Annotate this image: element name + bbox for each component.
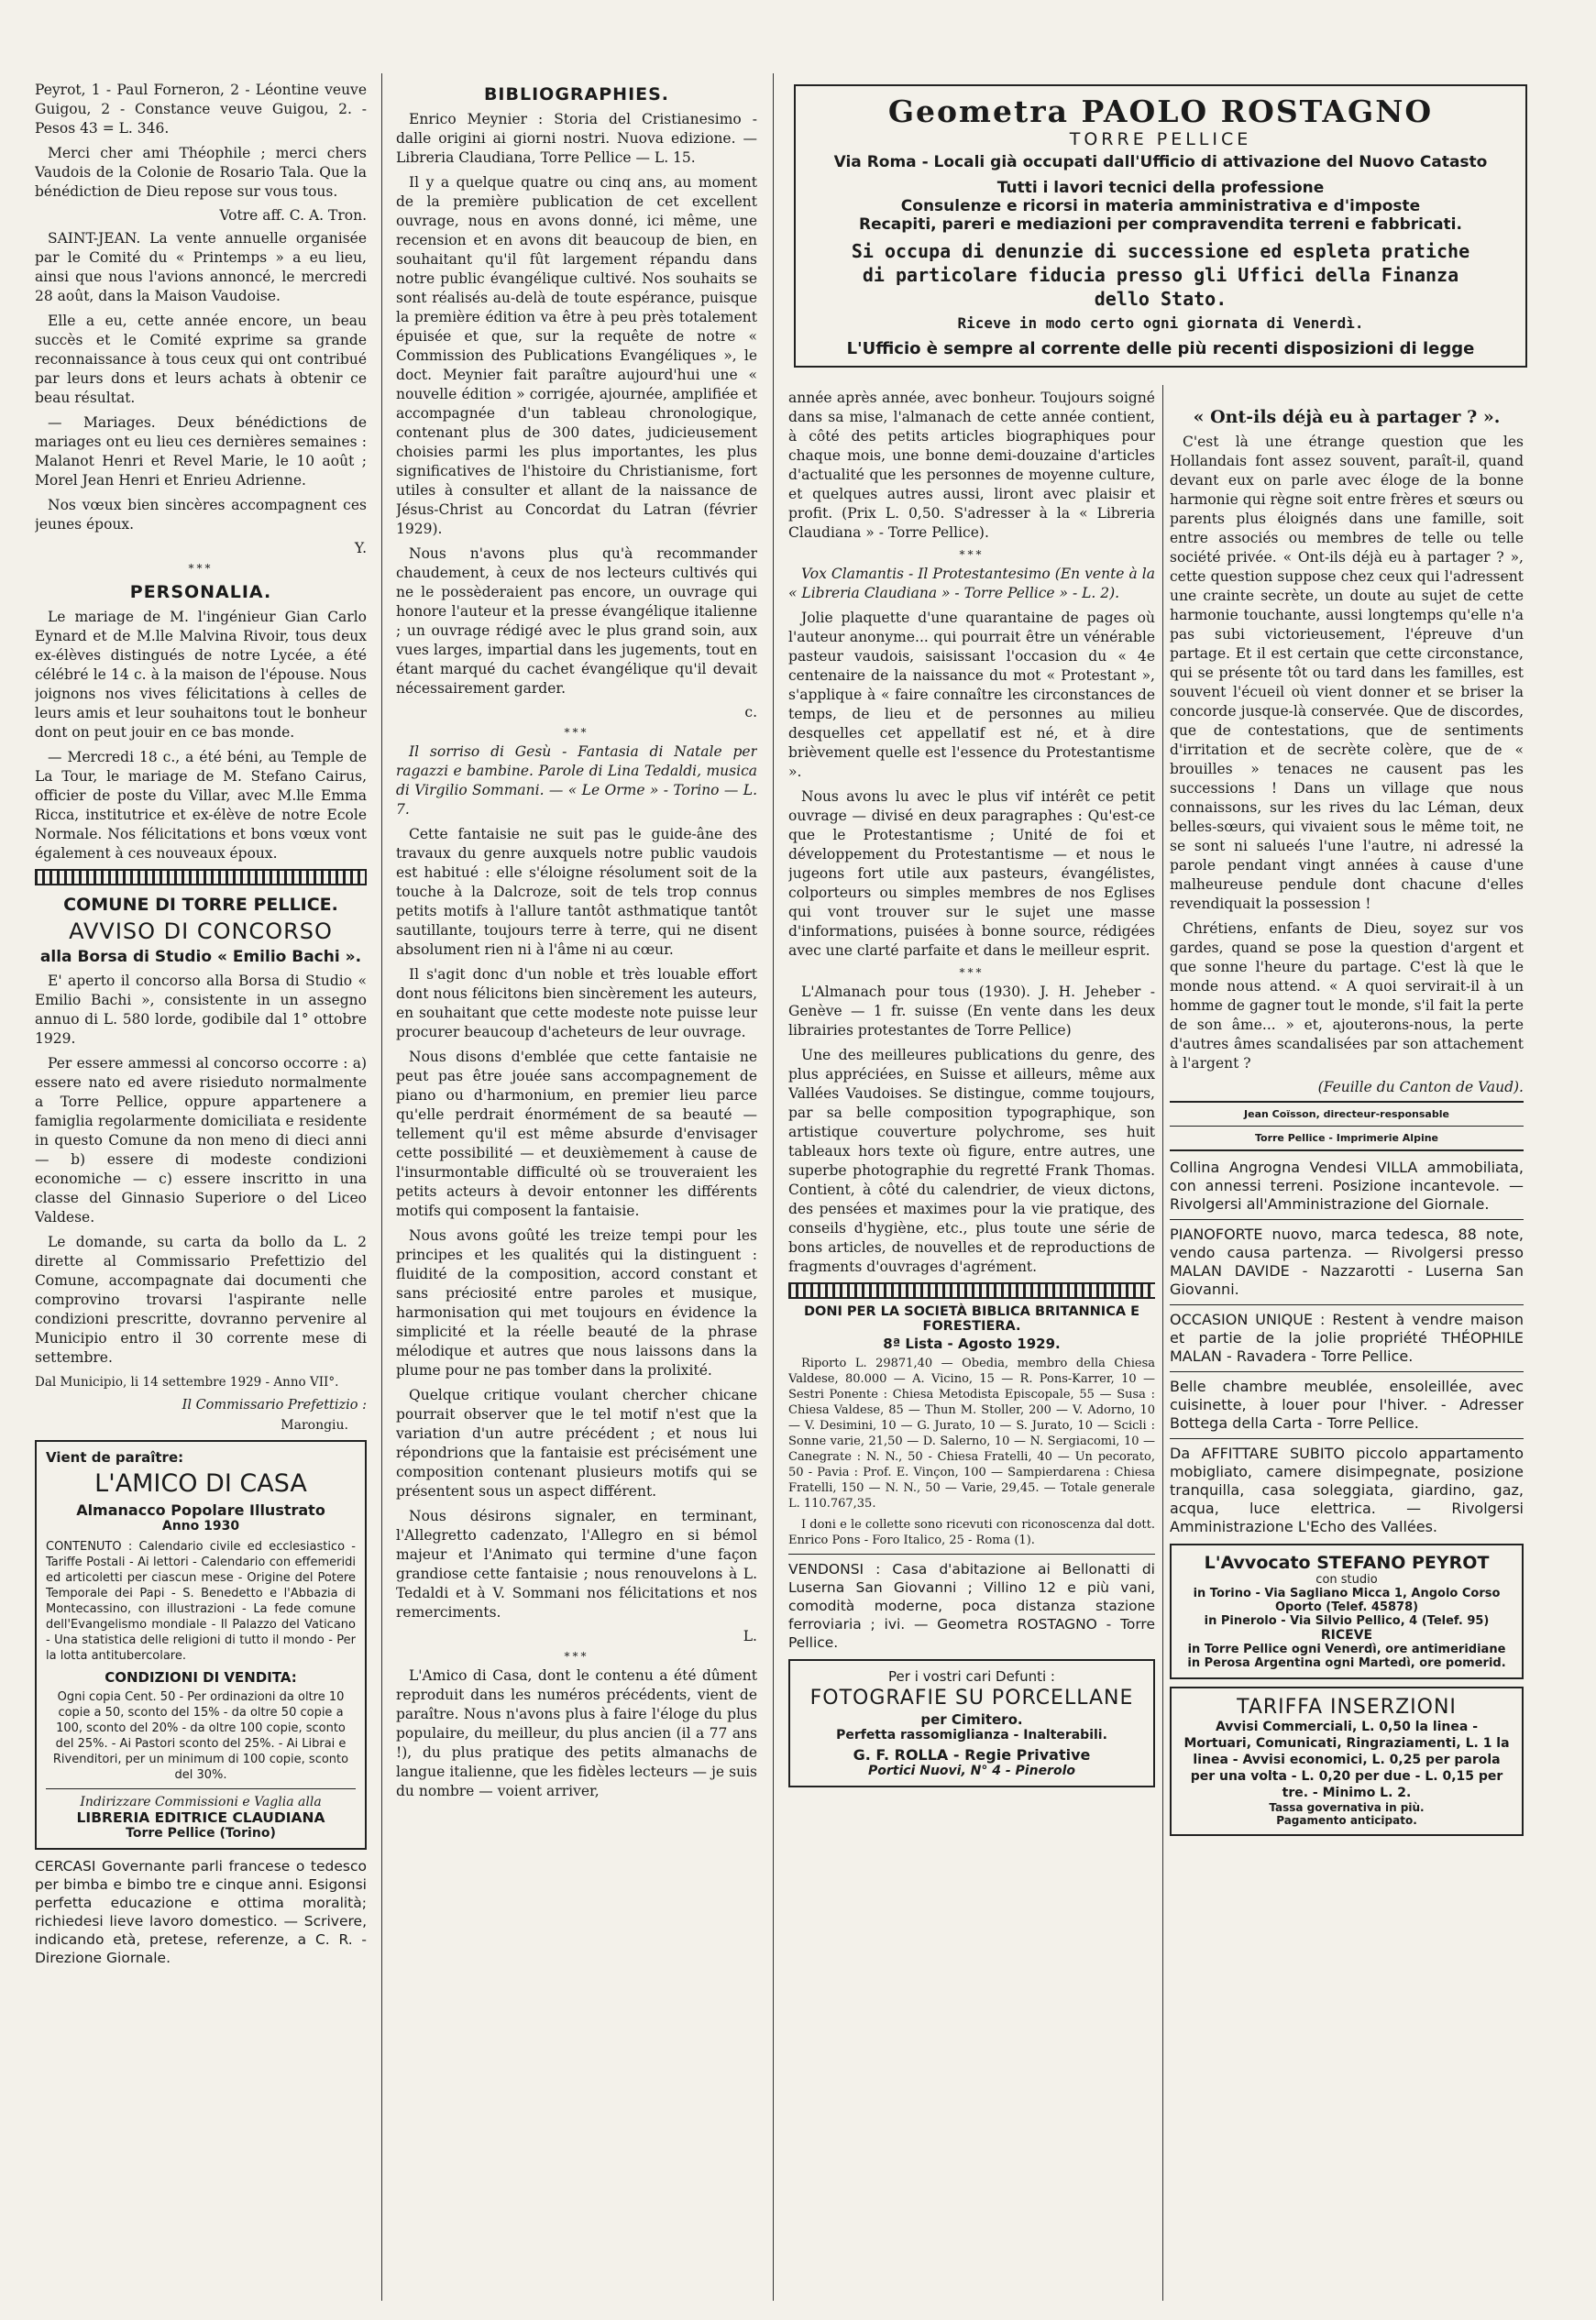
paragraph: C'est là une étrange question que les Hollandais font assez souvent, paraît-il, quand devant eux on parle avec éloge de la bonne harmonie qui règne soit entre frères et sœurs ou parents plus éloignés dans une famille, soit entre associés ou membres de telle ou telle société privée. « Ont-ils déjà eu à partager ? », cette question suppose chez ceux qui l'adressent une crainte secrète, un doute au sujet de cette harmonie touchante, aussi longtemps qu'elle n'a pas subi victorieusement, l'épreuve d'un partage. Et il est certain que cette circonstance, qui se présente tôt ou tard dans les familles, est souvent l'écueil où vient donner et se briser la concorde jusque-là conservée. Que de discordes, que de contestations, que de sentiments d'irritation et de secrète colère, que de « brouilles » tenaces ne causent pas les successions ! Dans un village que nous connaissons, sur les rives du lac Léman, deux belles-sœurs, qui vivaient sous le même toit, ne se sont ni salueés l'une l'autre, ni adressé la parole pendant vingt années à cause d'une malheureuse pendule dont chacune d'elles revendiquait la possession !	[1170, 434, 1524, 912]
amico-di-casa-ad	[35, 1440, 367, 1850]
doni-lista: 8ª Lista - Agosto 1929.	[883, 1336, 1061, 1352]
rule	[1170, 1219, 1524, 1220]
paragraph: Quelque critique voulant chercher chicane pourrait observer que le tel motif n'est que la variation d'un autre précédent ; et nous lui répondrions que la fantaisie est précisément une composition contenant plusieurs motifs qui se présentent sous un aspect différent.	[396, 1387, 757, 1500]
signature: Y.	[354, 540, 367, 556]
paragraph: Il y a quelque quatre ou cinq ans, au moment de la première publication de cet excellent ouvrage, nous en avons donné, ici même, une recension et en avons dit beaucoup de bien, en souhaitant qu'il fût largement répandu dans notre public évangélique cultivé. Nos souhaits se sont réalisés au-delà de toute espérance, puisque la première édition va être à peu près totalement épuisée et que, sur la requête de notre « Commission des Publications Evangéliques », le doct. Meynier fait paraître aujourd'hui une « nouvelle édition » corrigée, ajournée, amplifiée et accompagnée d'un tableau chronologique, contenant plus de 300 dates, judicieusement choisies parmi les plus importantes, les plus significatives de l'histoire du Christianisme, fort utiles à consulter et allant de la naissance de Jésus-Christ au Concordat du Latran (février 1929).	[396, 174, 757, 537]
tariffa-title: TARIFFA INSERZIONI	[1237, 1696, 1457, 1719]
ad-torre: Torre Pellice (Torino)	[126, 1826, 276, 1841]
ad-pianoforte: PIANOFORTE nuovo, marca tedesca, 88 note, vendo causa partenza. — Rivolgersi presso MALAN DAVIDE - Nazzarotti - Luserna San Giovanni.	[1170, 1226, 1524, 1298]
borsa-heading: alla Borsa di Studio « Emilio Bachi ».	[39, 948, 362, 966]
source-credit: (Feuille du Canton de Vaud).	[1317, 1079, 1524, 1095]
avv-line-5: in Torre Pellice ogni Venerdì, ore antimeridiane in Perosa Argentina ogni Martedì, ore pomerid.	[1187, 1643, 1506, 1670]
column-rule	[381, 73, 382, 2301]
tariffa-ad	[1170, 1687, 1524, 1836]
ad-subtitle: Almanacco Popolare Illustrato	[76, 1501, 325, 1519]
geometra-l3: Recapiti, pareri e mediazioni per compravendita terreni e fabbricati.	[859, 215, 1462, 234]
paragraph: E' aperto il concorso alla Borsa di Studio « Emilio Bachi », consistente in un assegno annuo di L. 580 lorde, godibile dal 1° ottobre 1929.	[35, 973, 367, 1047]
paragraph: année après année, avec bonheur. Toujours soigné dans sa mise, l'almanach de cette année contient, à côté des petits articles biographiques pour chaque mois, une bonne demi-douzaine d'articles d'actualité que les personnes de moyenne culture, et quelques autres aussi, liront avec plaisir et profit. (Prix L. 0,50. S'adresser à la « Libreria Claudiana » - Torre Pellice).	[788, 390, 1155, 541]
foto-line-5: Portici Nuovi, N° 4 - Pinerolo	[867, 1764, 1076, 1778]
paragraph: Le mariage de M. l'ingénieur Gian Carlo Eynard et de M.lle Malvina Rivoir, tous deux ex-élèves distingués de notre Lycée, a été célébré le 14 c. à la maison de l'épouse. Nous joignons nos vives félicitations à celles de leurs amis et leur souhaitons tout le bonheur dont on peut jouir en ce bas monde.	[35, 609, 367, 741]
signature: L.	[743, 1628, 757, 1644]
separator-stars: ***	[564, 726, 589, 739]
ad-rule	[46, 1788, 356, 1789]
column-2	[396, 81, 757, 2299]
paragraph: Jolie plaquette d'une quarantaine de pages où l'auteur anonyme... qui pourrait être un vénérable pasteur vaudois, saisissant l'occasion du « 4e centenaire de la naissance du mot « Protestant », s'applique à « faire connaître les circonstances de temps, de lieu et de personnes au milieu desquelles cet appellatif est né, et à dire brièvement quelle est l'essence du Protestantisme ».	[788, 610, 1155, 780]
ad-contenuto: CONTENUTO : Calendario civile ed ecclesiastico - Tariffe Postali - Ai lettori - Calendario con effemeridi ed articoletti per ciascun mese - Origine del Potere Temporale dei Papi - S. Benedetto e l'Abbazia di Montecassino, con illustrazioni - La fede comune dell'Evangelismo mondiale - Il Palazzo del Vaticano - Una statistica delle religioni di tutto il mondo - Per la lotta antitubercolare.	[46, 1540, 356, 1663]
paragraph: Nos vœux bien sincères accompagnent ces jeunes époux.	[35, 497, 367, 533]
rule	[1170, 1371, 1524, 1372]
paragraph: Il s'agit donc d'un noble et très louable effort dont nous félicitons bien sincèrement les auteurs, en souhaitant que cette modeste note puisse leur procurer beaucoup d'acheteurs de leur ouvrage.	[396, 966, 757, 1040]
dateline: Dal Municipio, li 14 settembre 1929 - Anno VII°.	[35, 1375, 339, 1390]
ad-chambre: Belle chambre meublée, ensoleillée, avec cuisinette, à louer pour l'hiver. - Adresser Bottega della Carta - Torre Pellice.	[1170, 1378, 1524, 1432]
foto-line-2: per Cimitero.	[920, 1711, 1023, 1728]
marongiu: Marongiu.	[281, 1418, 348, 1433]
fotografie-ad	[788, 1659, 1155, 1787]
heading-personalia: PERSONALIA.	[129, 582, 272, 602]
paragraph: Enrico Meynier : Storia del Cristianesimo - dalle origini ai giorni nostri. Nuova edizione. — Libreria Claudiana, Torre Pellice — L. 15.	[396, 111, 757, 166]
heading-partager: « Ont-ils déjà eu à partager ? ».	[1193, 407, 1501, 427]
vendonsi-ad: VENDONSI : Casa d'abitazione ai Bellonatti di Luserna San Giovanni ; Villino 12 e più vani, comodità moderne, poca distanza stazione ferroviaria ; ivi. — Geometra ROSTAGNO - Torre Pellice.	[788, 1561, 1155, 1651]
ad-libreria: LIBRERIA EDITRICE CLAUDIANA	[76, 1809, 325, 1826]
signature: Votre aff. C. A. Tron.	[219, 207, 367, 224]
rule	[1170, 1438, 1524, 1439]
paragraph: Nous avons goûté les treize tempi pour les principes et les qualités qui la distinguent : fluidité de la composition, accord constant et sans préciosité entre paroles et musique, harmonisation qui met toujours en évidence la simplicité et la réelle beauté de la phrase mélodique et autres que nous laissons dans la plume pour ne pas tomber dans la prolixité.	[396, 1227, 757, 1379]
geometra-l1: Tutti i lavori tecnici della professione	[996, 179, 1325, 197]
column-rule	[1162, 385, 1163, 2301]
imprint-printer: Torre Pellice - Imprimerie Alpine	[1254, 1132, 1439, 1144]
foto-line-3: Perfetta rassomiglianza - Inalterabili.	[836, 1728, 1107, 1743]
rule	[1170, 1149, 1524, 1151]
paragraph: Elle a eu, cette année encore, un beau succès et le Comité exprime sa grande reconnaissance à tous ceux qui ont contribué par leurs dons et leurs achats à obtenir ce beau résultat.	[35, 313, 367, 406]
geometra-ad	[794, 84, 1527, 368]
paragraph: — Mariages. Deux bénédictions de mariages ont eu lieu ces dernières semaines : Malanot Henri et Revel Marie, le 10 août ; Morel Jean Henri et Enrieu Adrienne.	[35, 414, 367, 489]
ad-anno: Anno 1930	[161, 1519, 240, 1534]
avv-line-4: RICEVE	[1320, 1628, 1373, 1643]
avv-title: L'Avvocato STEFANO PEYROT	[1204, 1553, 1490, 1573]
ad-occasion: OCCASION UNIQUE : Restent à vendre maison et partie de la jolie propriété THÉOPHILE MALAN - Ravadera - Torre Pellice.	[1170, 1311, 1524, 1365]
geometra-l4: Si occupa di denunzie di successione ed espleta pratiche di particolare fiducia presso gli Uffici della Finanza dello Stato.	[851, 240, 1470, 310]
paragraph: Merci cher ami Théophile ; merci chers Vaudois de la Colonie de Rosario Tala. Que la bénédiction de Dieu repose sur vous tous.	[35, 145, 367, 200]
geometra-title: Geometra PAOLO ROSTAGNO	[887, 93, 1434, 129]
rule	[788, 1554, 1155, 1555]
avv-line-2: in Torino - Via Sagliano Micca 1, Angolo Corso Oporto (Telef. 45878)	[1193, 1587, 1501, 1614]
paragraph: Per essere ammessi al concorso occorre : a) essere nato ed avere risieduto normalmente a Torre Pellice, oppure appartenere a famiglia regolarmente domiciliata e residente in questo Comune da non meno di dieci anni — b) essere di modeste condizioni economiche — c) essere inscritto in una classe del Ginnasio Superiore o del Liceo Valdese.	[35, 1055, 367, 1226]
separator-stars: ***	[564, 1650, 589, 1663]
tariffa-line-3: Pagamento anticipato.	[1276, 1814, 1417, 1827]
ad-indirizzare: Indirizzare Commissioni e Vaglia alla	[80, 1795, 322, 1809]
rule	[1170, 1101, 1524, 1103]
ad-condizioni: Ogni copia Cent. 50 - Per ordinazioni da oltre 10 copie a 50, sconto del 15% - da oltre 50 copie a 100, sconto del 20% - da oltre 100 copie, sconto del 25%. - Ai Pastori sconto del 25%. - Ai Librai e Rivenditori, per un minimum di 100 copie, sconto del 30%.	[52, 1690, 349, 1782]
separator-stars: ***	[959, 966, 985, 979]
paragraph: L'Amico di Casa, dont le contenu a été dûment reproduit dans les numéros précédents, vient de paraître. Nous n'avons plus à faire l'éloge du plus populaire, du meilleur, du plus ancien (il a 77 ans !), du plus pratique des petits almanachs de langue italienne, que les fidèles lecteurs — je suis du nombre — voient arriver,	[396, 1667, 757, 1799]
column-rule	[773, 73, 774, 2301]
separator-stars: ***	[959, 548, 985, 561]
avvocato-ad	[1170, 1544, 1524, 1679]
doni-text-2: I doni e le collette sono ricevuti con riconoscenza dal dott. Enrico Pons - Foro Italico, 25 - Roma (1).	[788, 1518, 1155, 1547]
paragraph: SAINT-JEAN. La vente annuelle organisée par le Comité du « Printemps » a eu lieu, ainsi que nous l'avions annoncé, le mercredi 28 août, dans la Maison Vaudoise.	[35, 230, 367, 304]
paragraph: Il sorriso di Gesù - Fantasia di Natale per ragazzi e bambine. Parole di Lina Tedaldi, musica di Virgilio Sommani. — « Le Orme » - Torino — L. 7.	[396, 743, 757, 818]
rule	[1170, 1304, 1524, 1305]
ad-condizioni-heading: CONDIZIONI DI VENDITA:	[105, 1669, 297, 1686]
ad-affittare: Da AFFITTARE SUBITO piccolo appartamento mobigliato, camere disimpegnate, posizione tranquilla, casa soleggiata, giardino, gaz, acqua, luce elettrica. — Rivolgersi Amministrazione L'Echo des Vallées.	[1170, 1445, 1524, 1535]
paragraph: Cette fantaisie ne suit pas le guide-âne des travaux du genre auxquels notre public vaudois est habitué : elle s'éloigne résolument soit de la touche à la Dalcroze, soit de tels trop connus petits motifs à l'allure tantôt asthmatique tantôt sautillante, toujours terre à terre, qui ne disent absolument rien ni à l'âme ni au cœur.	[396, 826, 757, 958]
doni-text: Riporto L. 29871,40 — Obedia, membro della Chiesa Valdese, 80.000 — A. Vicino, 15 — R. Pons-Karrer, 10 — Sestri Ponente : Chiesa Metodista Episcopale, 55 — Susa : Chiesa Valdese, 85 — Thun M. Stoller, 200 — V. Adorno, 10 — V. Desimini, 10 — G. Jurato, 10 — S. Jurato, 10 — Scicli : Sonne varie, 21,50 — D. Salerno, 10 — N. Sergiacomi, 10 — Canegrate : N. N., 50 - Chiesa Fratelli, 40 — Un pecorato, 50 - Pavia : Prof. E. Vinçon, 100 — Sampierdarena : Chiesa Fratelli, 150 — N. N., 50 — Varie, 29,45. — Totale generale L. 110.767,35.	[788, 1357, 1155, 1511]
commissario: Il Commissario Prefettizio :	[182, 1398, 367, 1413]
ad-title: L'AMICO DI CASA	[94, 1469, 307, 1498]
paragraph: Nous disons d'emblée que cette fantaisie ne peut pas être jouée sans accompagnement de piano ou d'harmonium, en premier lieu parce qu'elle perdrait énormément de sa beauté — tellement qu'il est même absurde d'envisager cette possibilité — et deuxièmement à cause de l'insurmontable difficulté où se trouveraient les petits acteurs à devoir entonner les différents motifs qui composent la fantaisie.	[396, 1049, 757, 1219]
paragraph: Le domande, su carta da bollo da L. 2 dirette al Commissario Prefettizio del Comune, accompagnate dai documenti che comprovino trovarsi l'aspirante nelle condizioni prescritte, dovranno pervenire al Municipio entro il 30 corrente mese di settembre.	[35, 1234, 367, 1366]
paragraph: L'Almanach pour tous (1930). J. H. Jeheber - Genève — 1 fr. suisse (En vente dans les deux librairies protestantes de Torre Pellice)	[788, 984, 1155, 1039]
doni-heading: DONI PER LA SOCIETÀ BIBLICA BRITANNICA E FORESTIERA.	[803, 1304, 1140, 1334]
heading-bibliographies: BIBLIOGRAPHIES.	[483, 84, 670, 104]
geometra-via: Via Roma - Locali già occupati dall'Ufficio di attivazione del Nuovo Catasto	[833, 153, 1488, 171]
avviso-heading: AVVISO DI CONCORSO	[69, 918, 333, 944]
geometra-l2: Consulenze e ricorsi in materia amministrativa e d'imposte	[900, 197, 1421, 215]
rule	[1170, 1126, 1524, 1127]
avv-line-3: in Pinerolo - Via Silvio Pellico, 4 (Telef. 95)	[1204, 1614, 1490, 1628]
avv-line-1: con studio	[1315, 1573, 1378, 1587]
paragraph: Nous n'avons plus qu'à recommander chaudement, à ceux de nos lecteurs cultivés qui ne le possèderaient pas encore, un ouvrage qui honore l'auteur et la presse évangélique italienne ; un ouvrage rédigé avec le plus grand soin, aux vues larges, impartial dans les jugements, tout en étant marqué du cachet évangélique qu'il devait nécessairement garder.	[396, 545, 757, 697]
tariffa-line-1: Avvisi Commerciali, L. 0,50 la linea - Mortuari, Comunicati, Ringraziamenti, L. 1 la linea - Avvisi economici, L. 0,25 per parola per una volta - L. 0,20 per due - L. 0,15 per tre. - Minimo L. 2.	[1183, 1720, 1510, 1800]
ad-villa: Collina Angrogna Vendesi VILLA ammobiliata, con annessi terreni. Posizione incantevole. — Rivolgersi all'Amministrazione del Giornale.	[1170, 1159, 1524, 1213]
column-1	[35, 81, 367, 2299]
geometra-place: TORRE PELLICE	[1069, 129, 1252, 149]
ornament-rule	[788, 1282, 1155, 1299]
comune-heading: COMUNE DI TORRE PELLICE.	[63, 895, 338, 915]
foto-line-1: Per i vostri cari Defunti :	[888, 1668, 1055, 1685]
ad-vient: Vient de paraître:	[46, 1449, 184, 1466]
cercasi-ad: CERCASI Governante parli francese o tedesco per bimba e bimbo tre e cinque anni. Esigonsi perfetta educazione e ottima moralità; richiedesi lieve lavoro domestico. — Scrivere, indicando età, pretese, referenze, a C. R. - Direzione Giornale.	[35, 1858, 367, 1966]
foto-line-4: G. F. ROLLA - Regie Privative	[853, 1746, 1091, 1764]
geometra-l6: L'Ufficio è sempre al corrente delle più recenti disposizioni di legge	[846, 339, 1475, 358]
signature: c.	[744, 704, 757, 720]
paragraph: Nous désirons signaler, en terminant, l'Allegretto cadenzato, l'Allegro en si bémol majeur et l'Animato qui termine d'une façon grandiose cette fantaisie ; nous renouvelons à L. Tedaldi et à V. Sommani nos félicitations et nos remerciments.	[396, 1508, 757, 1621]
paragraph: Peyrot, 1 - Paul Forneron, 2 - Léontine veuve Guigou, 2 - Constance veuve Guigou, 2. - Pesos 43 = L. 346.	[35, 82, 367, 137]
paragraph: — Mercredi 18 c., a été béni, au Temple de La Tour, le mariage de M. Stefano Cairus, officier de poste du Villar, avec M.lle Emma Ricca, institutrice et ex-élève de notre Ecole Normale. Nos félicitations et bons vœux vont également à ces nouveaux époux.	[35, 749, 367, 862]
paragraph: Nous avons lu avec le plus vif intérêt ce petit ouvrage — divisé en deux paragraphes : Qu'est-ce que le Protestantisme ; Unité de foi et développement du Protestantisme — et nous le jugeons fort utile aux pasteurs, évangélistes, colporteurs ou simples membres de nos Eglises qui vont trouver sur le sujet une masse d'informations, puisées à bonne source, rédigées avec une clarté parfaite et dans le meilleur esprit.	[788, 788, 1155, 959]
tariffa-line-2: Tassa governativa in più.	[1269, 1801, 1425, 1814]
paragraph: Chrétiens, enfants de Dieu, soyez sur vos gardes, quand se pose la question d'argent et que sonne l'heure du partage. C'est là que le monde nous attend. « A quoi servirait-il à un homme de gagner tout le monde, s'il fait la perte de son âme... » et, ajouterons-nous, la perte d'autres âmes scandalisées par son attachement à l'argent ?	[1170, 920, 1524, 1072]
paragraph: Une des meilleures publications du genre, des plus appréciées, en Suisse et ailleurs, même aux Vallées Vaudoises. Se distingue, comme toujours, par sa belle composition typographique, son artistique couverture polychrome, ses huit tableaux hors texte où figure, entre autres, une superbe photographie du regretté Frank Thomas. Contient, à côté du calendrier, de vieux dictons, des pensées et maximes pour la vie pratique, des conseils d'hygiène, etc., plus toute une série de bons articles, de nouvelles et de reproductions de fragments d'ouvrages d'agrément.	[788, 1047, 1155, 1275]
paragraph: Vox Clamantis - Il Protestantesimo (En vente à la « Libreria Claudiana » - Torre Pellice » - L. 2).	[788, 566, 1155, 601]
column-3	[788, 389, 1155, 2304]
imprint-director: Jean Coïsson, directeur-responsable	[1244, 1108, 1449, 1120]
column-4	[1170, 400, 1524, 2306]
foto-title: FOTOGRAFIE SU PORCELLANE	[809, 1687, 1134, 1710]
separator-stars: ***	[188, 562, 214, 575]
geometra-l5: Riceve in modo certo ogni giornata di Venerdì.	[957, 314, 1364, 332]
ornament-rule	[35, 869, 367, 885]
